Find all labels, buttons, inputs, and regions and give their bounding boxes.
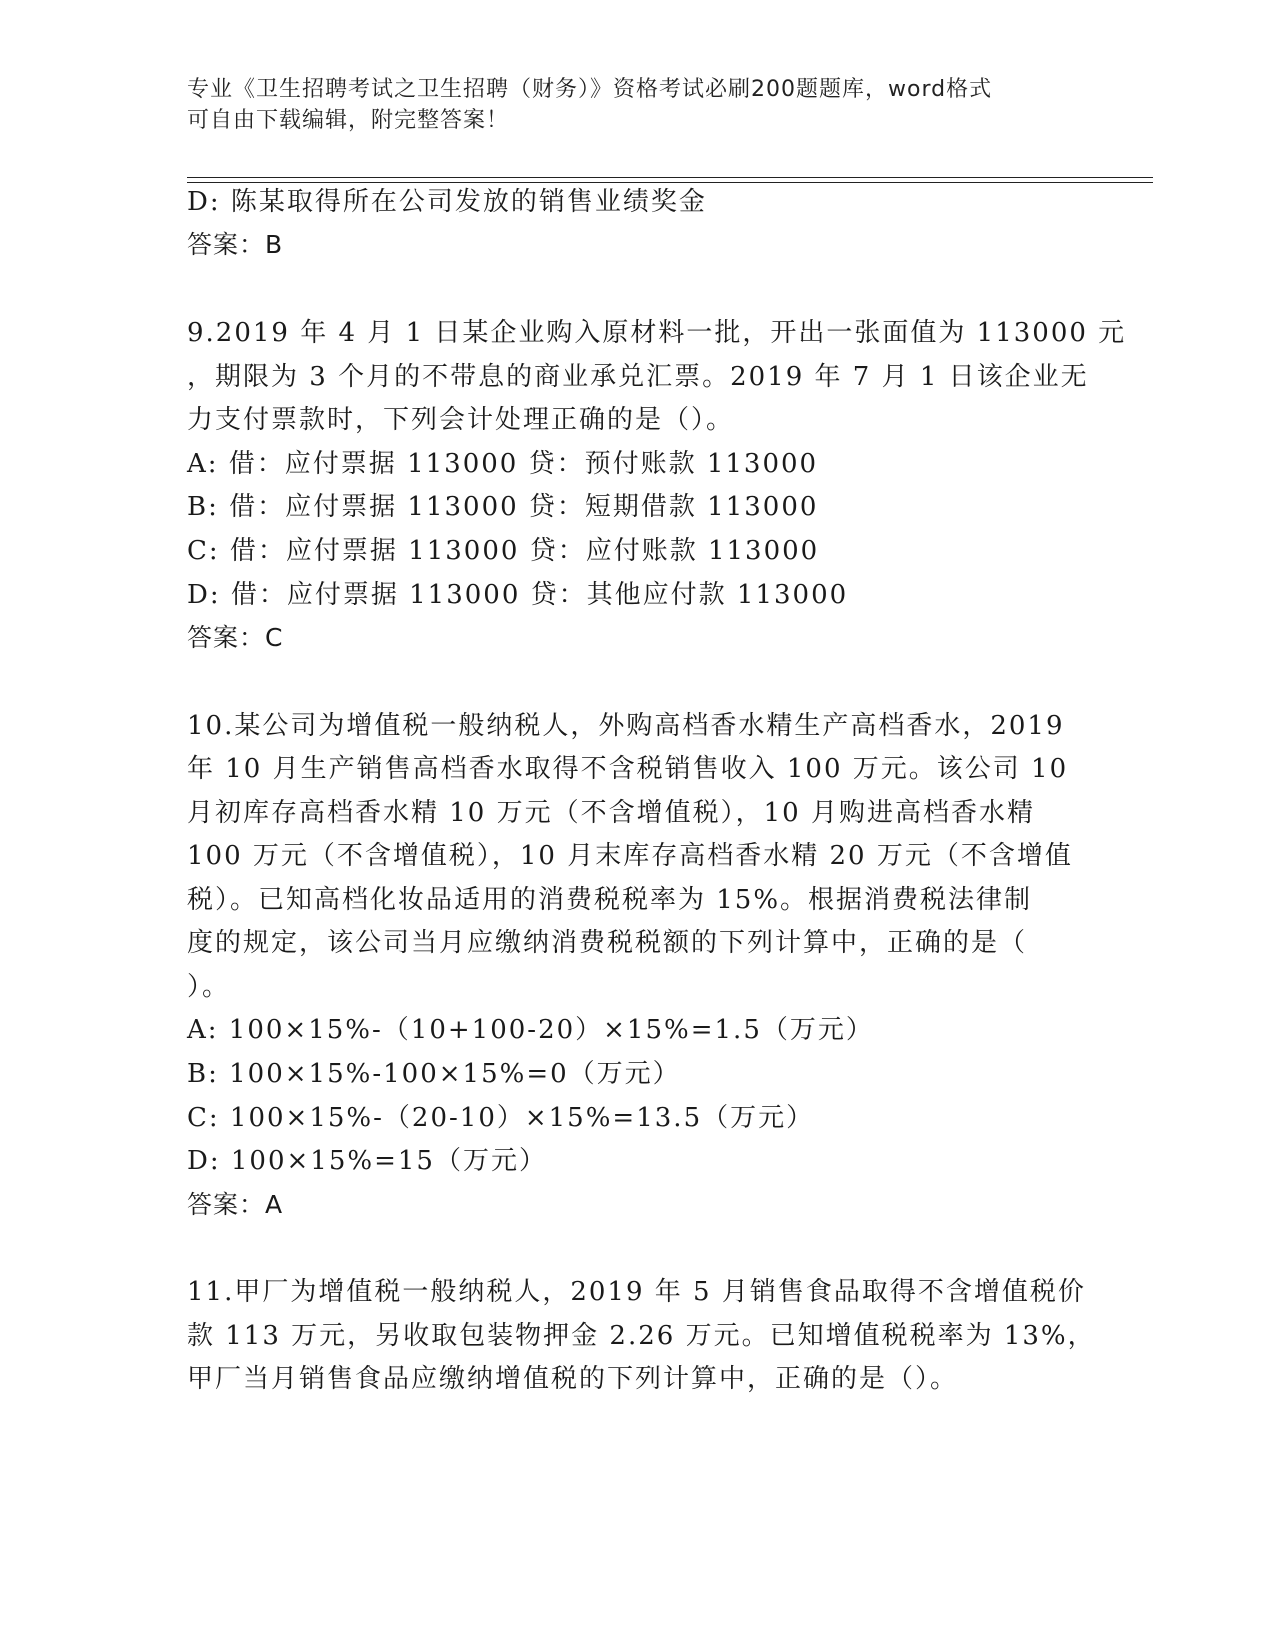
header-divider-bottom [187,182,1153,183]
q10-option-c: C: 100×15%-（20-10）×15%=13.5（万元） [187,1103,815,1133]
q9-option-d: D: 借：应付票据 113000 贷：其他应付款 113000 [187,580,849,610]
header-title-line-2: 可自由下载编辑，附完整答案！ [187,108,510,133]
q9-stem-line-2: ，期限为 3 个月的不带息的商业承兑汇票。2019 年 7 月 1 日该企业无 [187,362,1089,392]
q9-answer: 答案：C [187,623,284,652]
q9-option-a: A: 借：应付票据 113000 贷：预付账款 113000 [187,449,819,479]
q11-stem-line-1: 11.甲厂为增值税一般纳税人，2019 年 5 月销售食品取得不含增值税价 [187,1277,1086,1307]
q10-stem-line-1: 10.某公司为增值税一般纳税人，外购高档香水精生产高档香水，2019 [187,711,1065,741]
document-header [187,74,1067,136]
q9-stem-line-1: 9.2019 年 4 月 1 日某企业购入原材料一批，开出一张面值为 113000 元 [187,318,1127,348]
q11-stem-line-2: 款 113 万元，另收取包装物押金 2.26 万元。已知增值税税率为 13%， [187,1321,1096,1351]
q10-option-a: A: 100×15%-（10+100-20）×15%=1.5（万元） [187,1015,874,1045]
q10-stem-line-4: 100 万元（不含增值税），10 月末库存高档香水精 20 万元（不含增值 [187,841,1073,871]
header-title-line-1: 专业《卫生招聘考试之卫生招聘（财务）》资格考试必刷200题题库，word格式 [187,77,993,102]
q9-option-b: B: 借：应付票据 113000 贷：短期借款 113000 [187,492,819,522]
header-divider-top [187,177,1153,178]
q10-option-d: D: 100×15%=15（万元） [187,1146,547,1176]
prev-option-d: D: 陈某取得所在公司发放的销售业绩奖金 [187,187,707,217]
q10-stem-line-3: 月初库存高档香水精 10 万元（不含增值税），10 月购进高档香水精 [187,798,1035,828]
q11-stem-line-3: 甲厂当月销售食品应缴纳增值税的下列计算中，正确的是（）。 [187,1364,959,1394]
q10-stem-line-6: 度的规定，该公司当月应缴纳消费税税额的下列计算中，正确的是（ [187,928,1028,958]
q10-stem-line-7: ）。 [187,972,231,1002]
q9-option-c: C: 借：应付票据 113000 贷：应付账款 113000 [187,536,820,566]
prev-answer: 答案：B [187,230,284,259]
q9-stem-line-3: 力支付票款时，下列会计处理正确的是（）。 [187,405,735,435]
q10-option-b: B: 100×15%-100×15%=0（万元） [187,1059,681,1089]
q10-stem-line-2: 年 10 月生产销售高档香水取得不含税销售收入 100 万元。该公司 10 [187,754,1069,784]
q10-stem-line-5: 税）。已知高档化妆品适用的消费税税率为 15%。根据消费税法律制 [187,885,1033,915]
q10-answer: 答案：A [187,1190,284,1219]
